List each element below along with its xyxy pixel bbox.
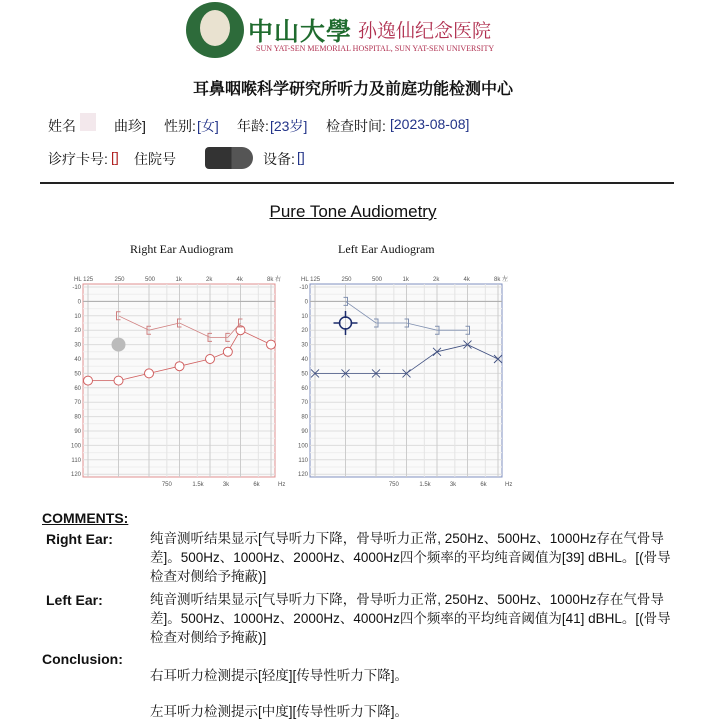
device-label: 设备: — [263, 151, 295, 167]
bottom-tick-label: 3k — [222, 482, 230, 488]
top-tick-label: 250 — [341, 277, 352, 283]
redacted-inpatient-number — [205, 147, 253, 169]
y-tick-label: 60 — [74, 385, 81, 392]
name-label: 姓名 — [48, 118, 76, 134]
sex-value: [女] — [197, 118, 219, 134]
y-tick-label: 100 — [70, 443, 81, 450]
sex-label: 性别: — [164, 118, 196, 134]
conclusion-right: 右耳听力检测提示[轻度][传导性听力下降]。 — [150, 668, 409, 683]
y-tick-label: 10 — [74, 313, 81, 320]
y-tick-label: 0 — [304, 299, 308, 306]
age-label: 年龄: — [237, 118, 269, 134]
y-tick-label: 100 — [297, 443, 308, 450]
page-title: 耳鼻咽喉科学研究所听力及前庭功能检测中心 — [192, 81, 513, 98]
air-conduction-marker — [267, 340, 276, 349]
bottom-tick-label: 750 — [161, 482, 172, 488]
y-tick-label: 120 — [70, 472, 81, 479]
right-ear-audiogram — [66, 272, 288, 492]
logo-university: 中山大學 — [248, 17, 353, 46]
seal-icon — [186, 2, 244, 58]
left-chart-title: Left Ear Audiogram — [338, 242, 435, 256]
y-tick-label: 70 — [74, 400, 81, 407]
redacted-name — [80, 113, 96, 131]
y-tick-label: 20 — [301, 328, 308, 335]
y-tick-label: 30 — [74, 342, 81, 349]
top-tick-label: 2k — [433, 277, 440, 283]
y-tick-label: 60 — [301, 385, 308, 392]
hospital-logo — [186, 2, 526, 58]
right-ear-label: Right Ear: — [46, 531, 113, 547]
bottom-tick-label: Hz — [278, 482, 286, 488]
comments-heading: COMMENTS: — [42, 510, 129, 526]
y-tick-label: 40 — [301, 357, 308, 363]
y-tick-label: 10 — [301, 313, 308, 320]
y-tick-label: 70 — [301, 400, 308, 407]
top-tick-label: HL 125 — [301, 277, 321, 283]
right-chart-title: Right Ear Audiogram — [130, 242, 234, 256]
card-value: [] — [111, 149, 119, 165]
top-tick-label: 2k — [206, 277, 213, 283]
y-tick-label: 120 — [297, 472, 308, 479]
card-label: 诊疗卡号: — [48, 151, 108, 167]
right-ear-comment: 纯音测听结果显示[气导听力下降，骨导听力正常, 250Hz、500Hz、1000Hz存在气骨导差]。500Hz、1000Hz、2000Hz、4000Hz四个频率的平均纯音阈值为[39] dBHL。[(骨导检查对侧给予掩蔽)] — [150, 531, 671, 584]
conclusion-label: Conclusion: — [42, 651, 123, 667]
air-conduction-marker — [145, 369, 154, 378]
device-value: [] — [297, 149, 305, 165]
bottom-tick-label: 6k — [480, 482, 487, 488]
date-label: 检查时间: — [326, 118, 386, 134]
air-conduction-marker — [84, 376, 93, 385]
y-tick-label: 110 — [298, 457, 308, 464]
y-tick-label: 80 — [301, 414, 308, 421]
top-tick-label: 8k 左 — [494, 277, 509, 283]
bottom-tick-label: 750 — [388, 482, 399, 488]
age-value: [23岁] — [270, 118, 308, 134]
left-ear-audiogram — [293, 272, 521, 492]
cursor-blob — [112, 338, 126, 352]
top-tick-label: 8k 右 — [267, 277, 282, 283]
top-tick-label: 500 — [372, 277, 383, 283]
bottom-tick-label: Hz — [505, 482, 513, 488]
bottom-tick-label: 1.5k — [192, 482, 204, 488]
divider — [40, 182, 674, 184]
logo-english: SUN YAT-SEN MEMORIAL HOSPITAL, SUN YAT-SEN UNIVERSITY — [256, 44, 495, 53]
top-tick-label: HL 125 — [74, 277, 94, 283]
top-tick-label: 500 — [145, 277, 156, 283]
y-tick-label: 40 — [74, 357, 81, 363]
y-tick-label: 50 — [74, 371, 81, 378]
bottom-tick-label: 3k — [449, 482, 457, 488]
y-tick-label: 50 — [301, 371, 308, 378]
top-tick-label: 250 — [114, 277, 125, 283]
y-tick-label: -10 — [72, 285, 81, 291]
logo-hospital: 孙逸仙纪念医院 — [358, 20, 492, 42]
air-conduction-marker — [223, 347, 232, 356]
y-tick-label: 90 — [74, 429, 81, 435]
air-conduction-marker — [114, 376, 123, 385]
conclusion-left: 左耳听力检测提示[中度][传导性听力下降]。 — [150, 704, 409, 719]
y-tick-label: 20 — [74, 328, 81, 335]
bottom-tick-label: 1.5k — [419, 482, 431, 488]
top-tick-label: 4k — [463, 277, 470, 283]
left-ear-comment: 纯音测听结果显示[气导听力下降，骨导听力正常, 250Hz、500Hz、1000Hz存在气骨导差]。500Hz、1000Hz、2000Hz、4000Hz四个频率的平均纯音阈值为[41] dBHL。[(骨导检查对侧给予掩蔽)] — [150, 592, 671, 645]
y-tick-label: 0 — [77, 299, 81, 306]
y-tick-label: 110 — [71, 457, 81, 464]
top-tick-label: 1k — [402, 277, 409, 283]
inpatient-label: 住院号 — [134, 151, 176, 167]
left-ear-label: Left Ear: — [46, 592, 103, 608]
y-tick-label: 30 — [301, 342, 308, 349]
name-value: 曲珍] — [114, 118, 146, 134]
y-tick-label: 80 — [74, 414, 81, 421]
y-tick-label: -10 — [299, 285, 308, 291]
y-tick-label: 90 — [301, 429, 308, 435]
top-tick-label: 4k — [236, 277, 243, 283]
air-conduction-marker — [175, 362, 184, 371]
top-tick-label: 1k — [175, 277, 182, 283]
section-title: Pure Tone Audiometry — [269, 202, 437, 221]
bottom-tick-label: 6k — [253, 482, 260, 488]
date-value: [2023-08-08] — [390, 116, 470, 132]
air-conduction-marker — [206, 355, 215, 364]
